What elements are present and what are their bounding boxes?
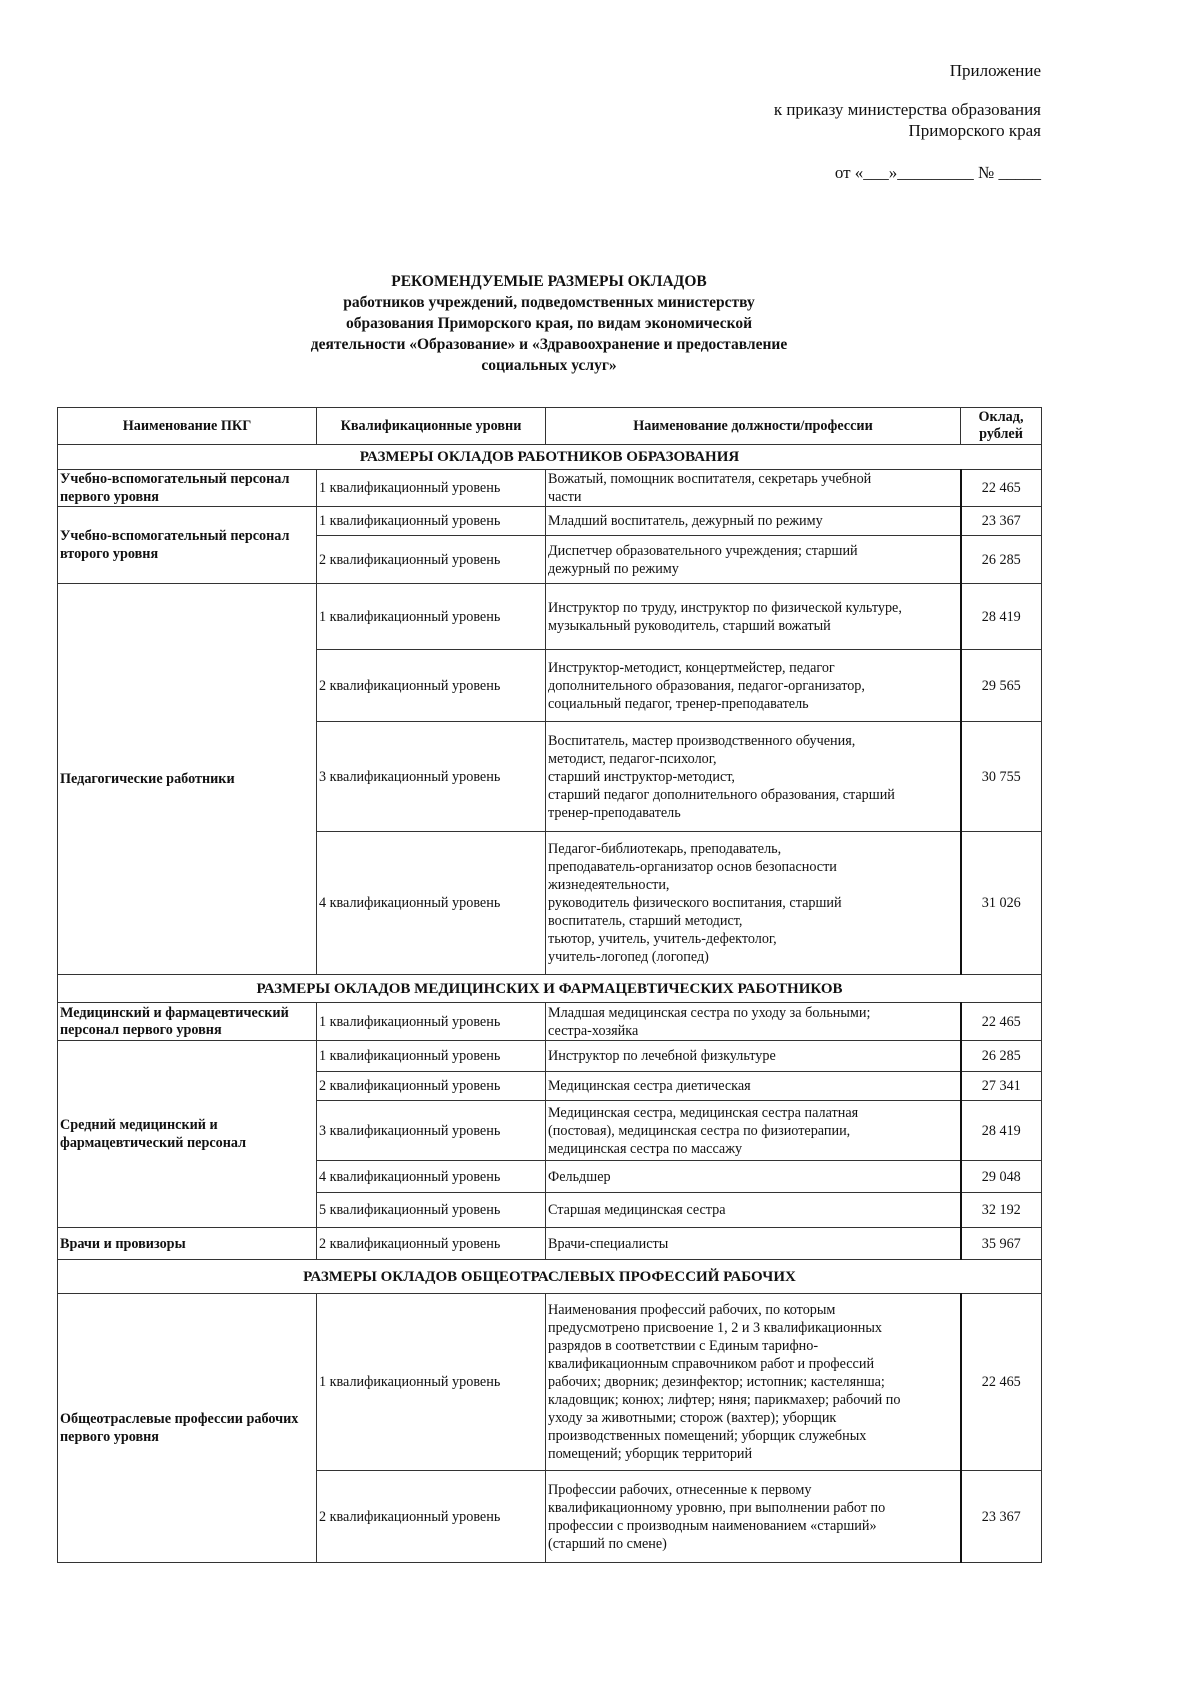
salary-value: 22 465 [961, 1294, 1042, 1471]
qualification-level: 4 квалификационный уровень [317, 1161, 546, 1193]
qualification-level: 2 квалификационный уровень [317, 1072, 546, 1101]
salary-table [57, 407, 1042, 1563]
qualification-level: 3 квалификационный уровень [317, 722, 546, 832]
column-header-position: Наименование должности/профессии [546, 408, 961, 445]
qualification-level: 1 квалификационный уровень [317, 1041, 546, 1072]
position-names: Старшая медицинская сестра [546, 1193, 961, 1228]
table-row [58, 470, 1042, 507]
section-row [58, 445, 1042, 470]
salary-value: 35 967 [961, 1228, 1042, 1260]
qualification-level: 3 квалификационный уровень [317, 1101, 546, 1161]
salary-value: 28 419 [961, 584, 1042, 650]
pkg-name: Врачи и провизоры [58, 1228, 317, 1260]
column-header-salary: Оклад, рублей [961, 408, 1042, 445]
qualification-level: 2 квалификационный уровень [317, 650, 546, 722]
appendix-label: Приложение [949, 61, 1041, 80]
position-names: Инструктор по лечебной физкультуре [546, 1041, 961, 1072]
qualification-level: 2 квалификационный уровень [317, 1471, 546, 1563]
table-row [58, 1003, 1042, 1041]
title-line: РЕКОМЕНДУЕМЫЕ РАЗМЕРЫ ОКЛАДОВ [391, 273, 707, 290]
qualification-level: 2 квалификационный уровень [317, 1228, 546, 1260]
qualification-level: 1 квалификационный уровень [317, 584, 546, 650]
column-header-pkg: Наименование ПКГ [58, 408, 317, 445]
table-row [58, 1041, 1042, 1072]
pkg-name: Общеотраслевые профессии рабочих первого уровня [58, 1294, 317, 1563]
position-names: Медицинская сестра, медицинская сестра палатная (постовая), медицинская сестра по физиотерапии, медицинская сестра по массажу [546, 1101, 961, 1161]
position-names: Диспетчер образовательного учреждения; старший дежурный по режиму [546, 536, 961, 584]
salary-value: 26 285 [961, 1041, 1042, 1072]
position-names: Медицинская сестра диетическая [546, 1072, 961, 1101]
order-line-2: Приморского края [908, 121, 1041, 140]
title-line: образования Приморского края, по видам экономической [345, 315, 753, 332]
salary-value: 26 285 [961, 536, 1042, 584]
pkg-name: Медицинский и фармацевтический персонал первого уровня [58, 1003, 317, 1041]
salary-value: 22 465 [961, 470, 1042, 507]
salary-value: 22 465 [961, 1003, 1042, 1041]
position-names: Профессии рабочих, отнесенные к первому квалификационному уровню, при выполнении работ по профессии с производным наименованием «старший» (старший по смене) [546, 1471, 961, 1563]
salary-value: 29 048 [961, 1161, 1042, 1193]
position-names: Младшая медицинская сестра по уходу за больными; сестра-хозяйка [546, 1003, 961, 1041]
title-line: социальных услуг» [481, 357, 617, 374]
section-row [58, 975, 1042, 1003]
qualification-level: 1 квалификационный уровень [317, 1003, 546, 1041]
qualification-level: 2 квалификационный уровень [317, 536, 546, 584]
qualification-level: 5 квалификационный уровень [317, 1193, 546, 1228]
qualification-level: 1 квалификационный уровень [317, 1294, 546, 1471]
position-names: Наименования профессий рабочих, по которым предусмотрено присвоение 1, 2 и 3 квалификационных разрядов в соответствии с Единым тарифно- квалификационным справочником работ и профессий рабочих; дворник; дезинфектор; истопник; кастелянша; кладовщик; конюх; лифтер; няня; парикмахер; рабочий по уходу за животными; сторож (вахтер); уборщик производственных помещений; уборщик служебных помещений; уборщик территорий [546, 1294, 961, 1471]
section-title: РАЗМЕРЫ ОКЛАДОВ РАБОТНИКОВ ОБРАЗОВАНИЯ [58, 445, 1042, 470]
table-row [58, 1294, 1042, 1471]
salary-value: 29 565 [961, 650, 1042, 722]
position-names: Вожатый, помощник воспитателя, секретарь учебной части [546, 470, 961, 507]
table-row [58, 1228, 1042, 1260]
position-names: Младший воспитатель, дежурный по режиму [546, 507, 961, 536]
section-title: РАЗМЕРЫ ОКЛАДОВ ОБЩЕОТРАСЛЕВЫХ ПРОФЕССИЙ РАБОЧИХ [58, 1260, 1042, 1294]
pkg-name: Педагогические работники [58, 584, 317, 975]
pkg-name: Учебно-вспомогательный персонал первого уровня [58, 470, 317, 507]
section-title: РАЗМЕРЫ ОКЛАДОВ МЕДИЦИНСКИХ И ФАРМАЦЕВТИЧЕСКИХ РАБОТНИКОВ [58, 975, 1042, 1003]
qualification-level: 4 квалификационный уровень [317, 832, 546, 975]
salary-value: 31 026 [961, 832, 1042, 975]
position-names: Фельдшер [546, 1161, 961, 1193]
pkg-name: Учебно-вспомогательный персонал второго уровня [58, 507, 317, 584]
position-names: Инструктор по труду, инструктор по физической культуре, музыкальный руководитель, старший вожатый [546, 584, 961, 650]
pkg-name: Средний медицинский и фармацевтический персонал [58, 1041, 317, 1228]
date-number-line: от «___»_________ № _____ [834, 163, 1041, 182]
salary-value: 23 367 [961, 1471, 1042, 1563]
table-header-row [58, 408, 1042, 445]
title-line: деятельности «Образование» и «Здравоохранение и предоставление [310, 336, 788, 353]
section-row [58, 1260, 1042, 1294]
salary-value: 30 755 [961, 722, 1042, 832]
position-names: Воспитатель, мастер производственного обучения, методист, педагог-психолог, старший инструктор-методист, старший педагог дополнительного образования, старший тренер-преподаватель [546, 722, 961, 832]
document-title [57, 271, 1041, 376]
salary-value: 27 341 [961, 1072, 1042, 1101]
table-row [58, 584, 1042, 650]
qualification-level: 1 квалификационный уровень [317, 470, 546, 507]
order-line-1: к приказу министерства образования [773, 100, 1041, 119]
salary-value: 32 192 [961, 1193, 1042, 1228]
position-names: Врачи-специалисты [546, 1228, 961, 1260]
column-header-level: Квалификационные уровни [317, 408, 546, 445]
salary-value: 23 367 [961, 507, 1042, 536]
title-line: работников учреждений, подведомственных министерству [343, 294, 755, 311]
qualification-level: 1 квалификационный уровень [317, 507, 546, 536]
position-names: Инструктор-методист, концертмейстер, педагог дополнительного образования, педагог-организатор, социальный педагог, тренер-преподаватель [546, 650, 961, 722]
position-names: Педагог-библиотекарь, преподаватель, преподаватель-организатор основ безопасности жизнедеятельности, руководитель физического воспитания, старший воспитатель, старший методист, тьютор, учитель, учитель-дефектолог, учитель-логопед (логопед) [546, 832, 961, 975]
order-reference [774, 99, 1041, 141]
salary-value: 28 419 [961, 1101, 1042, 1161]
table-row [58, 507, 1042, 536]
